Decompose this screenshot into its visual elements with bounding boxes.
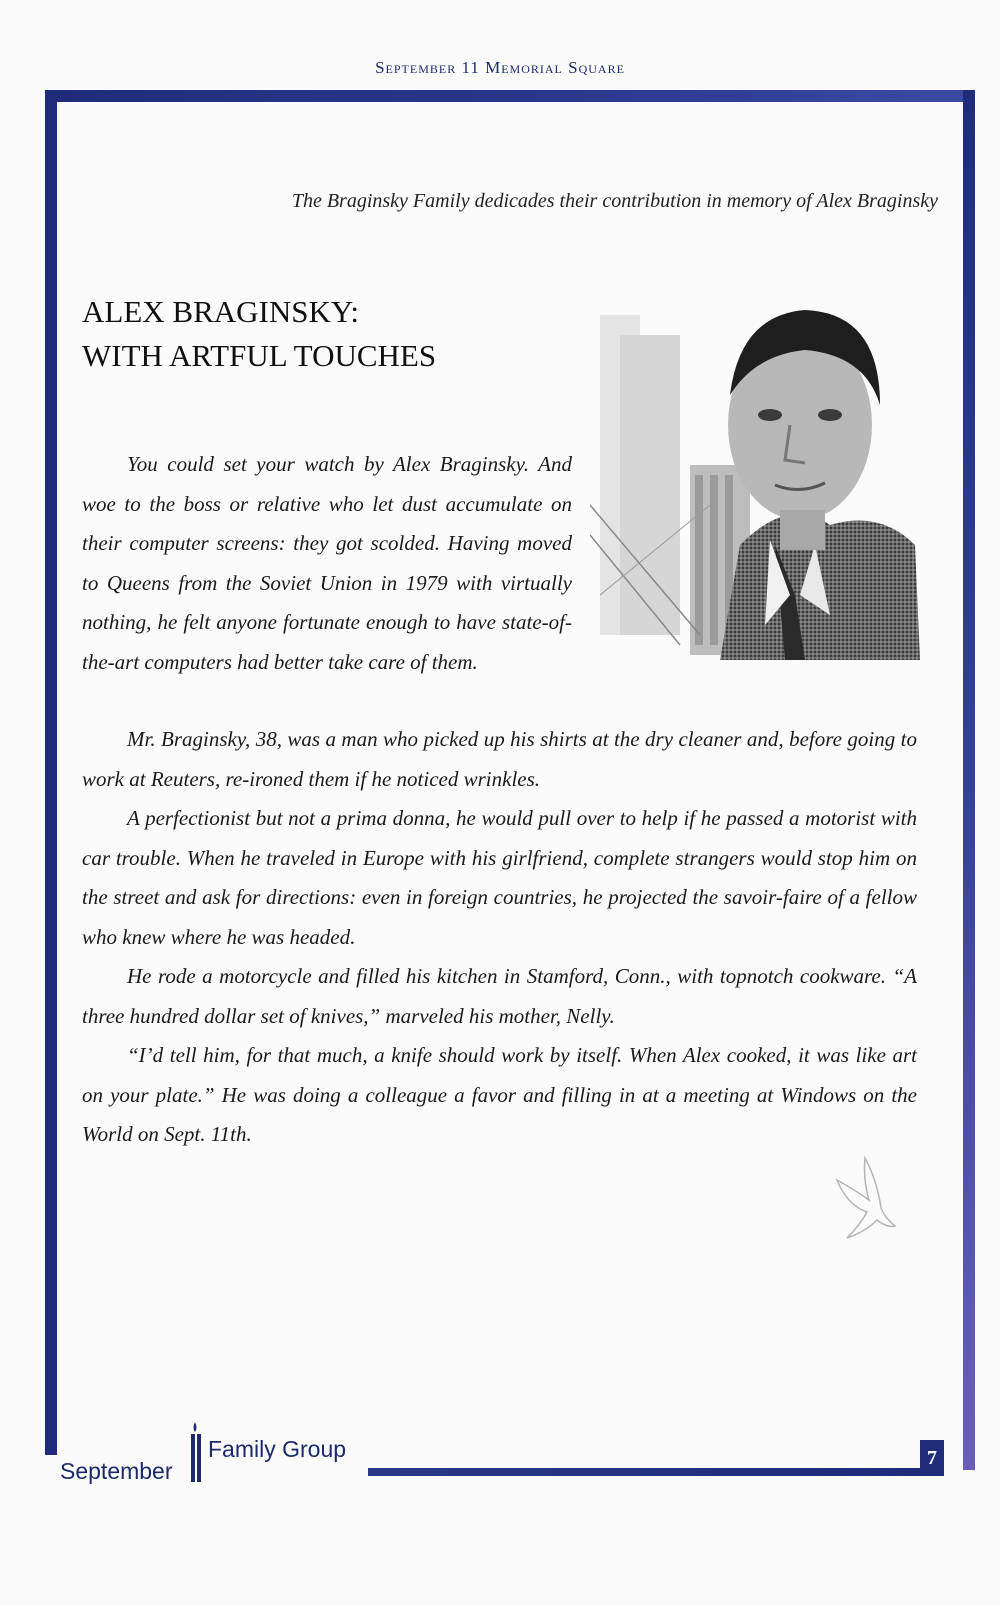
frame-left-border [45,90,57,1455]
title-line-2: WITH ARTFUL TOUCHES [82,338,437,373]
portrait-photo [590,295,920,660]
footer-rule [368,1468,920,1476]
title-line-1: ALEX BRAGINSKY: [82,294,360,329]
article-title [82,290,436,378]
frame-top-border [45,90,975,102]
brand-september: September [60,1458,173,1484]
footer-logo [60,1420,380,1490]
article-paragraph-3: A perfectionist but not a prima donna, he would pull over to help if he passed a motorist with car trouble. When he traveled in Europe with his girlfriend, complete strangers would stop him on the street and ask for directions: even in foreign countries, he projected the savoir-faire of a fellow who knew where he was headed. [82,806,917,949]
twin-towers-icon [188,1420,204,1482]
article-paragraph-4: He rode a motorcycle and filled his kitchen in Stamford, Conn., with topnotch cookware. “A three hundred dollar set of knives,” marveled his mother, Nelly. [82,964,917,1028]
article-paragraph-1: You could set your watch by Alex Braginsky. And woe to the boss or relative who let dust accumulate on their computer screens: they got scolded. Having moved to Queens from the Soviet Union in 1979 with virtually nothing, he felt anyone fortunate enough to have state-of-the-art computers had better take care of them. [82,452,572,674]
article-paragraph-2: Mr. Braginsky, 38, was a man who picked up his shirts at the dry cleaner and, before going to work at Reuters, re-ironed them if he noticed wrinkles. [82,727,917,791]
brand-family-group: Family Group [208,1436,347,1462]
article-paragraph-5: “I’d tell him, for that much, a knife should work by itself. When Alex cooked, it was like art on your plate.” He was doing a colleague a favor and filling in at a meeting at Windows on the World on Sept. 11th. [82,1043,917,1146]
running-head: September 11 Memorial Square [375,58,625,77]
page-number: 7 [920,1440,944,1476]
frame-right-border [963,90,975,1470]
dove-icon [825,1150,900,1245]
article-body [82,720,917,1155]
dedication-line: The Braginsky Family dedicades their contribution in memory of Alex Braginsky [291,190,938,212]
